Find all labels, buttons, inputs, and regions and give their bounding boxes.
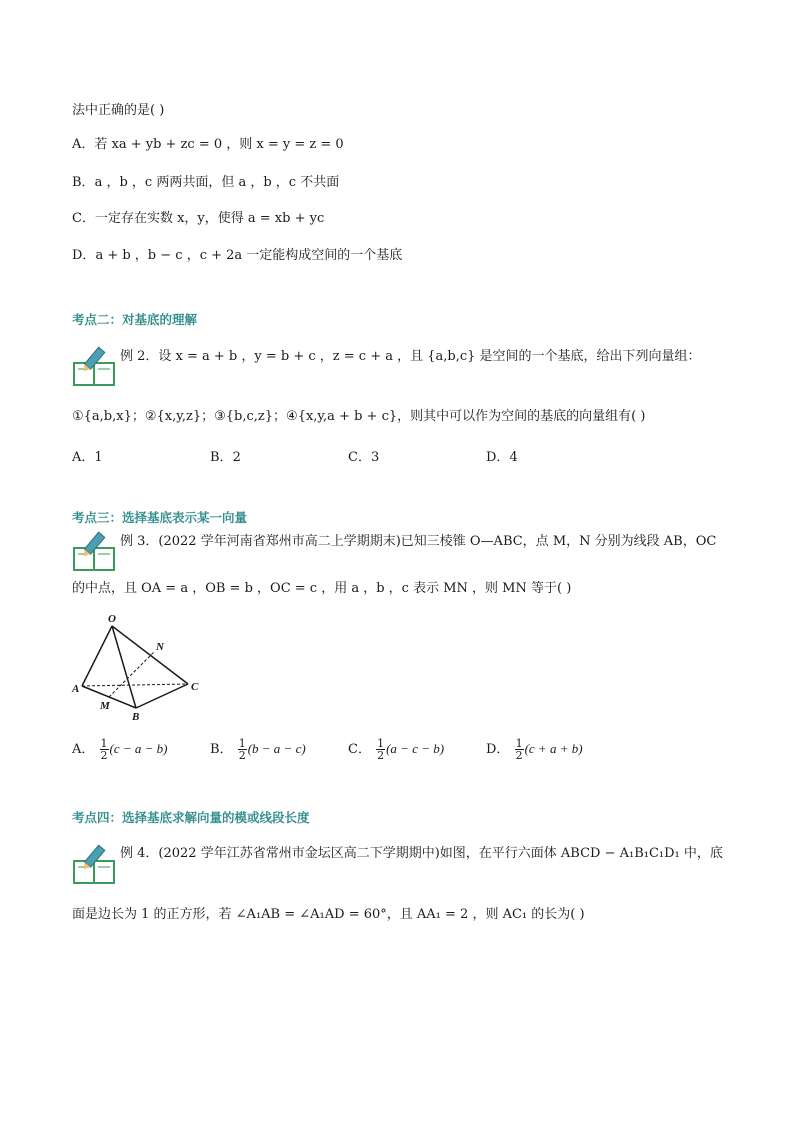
- ex2-option-a: A．1: [72, 450, 103, 465]
- section-title-3: 考点三：选择基底表示某一向量: [72, 510, 248, 525]
- ex3-option-a: A． $\frac{1}{2}$ (c − a − b): [72, 737, 168, 762]
- q1-option-c: C．一定存在实数 x，y，使得 a = xb + yc: [72, 211, 325, 226]
- pencil-book-icon: [72, 345, 116, 387]
- ex2-option-c: C．3: [348, 450, 380, 465]
- ex2-option-d: D．4: [486, 450, 518, 465]
- ex3-option-c: C． $\frac{1}{2}$ (a − c − b): [348, 737, 445, 762]
- pencil-book-icon: [72, 530, 116, 572]
- example-4-line2: 面是边长为 1 的正方形，若 ∠A₁AB = ∠A₁AD = 60°，且 AA₁ = 2 ，则 AC₁ 的长为( ): [72, 907, 585, 922]
- example-2-groups: ①{a,b,x}；②{x,y,z}；③{b,c,z}；④{x,y,a + b + c}，则其中可以作为空间的基底的向量组有( ): [72, 409, 646, 424]
- label-b: B: [132, 711, 140, 723]
- example-4-text: 例 4．(2022 学年江苏省常州市金坛区高二下学期期中)如图，在平行六面体 ABCD − A₁B₁C₁D₁ 中，底: [120, 846, 723, 861]
- q1-stem-tail: 法中正确的是( ): [72, 103, 165, 118]
- label-n: N: [156, 641, 164, 653]
- example-3-text: 例 3．(2022 学年河南省郑州市高二上学期期末)已知三棱锥 O—ABC，点 M，N 分别为线段 AB，OC: [120, 534, 717, 549]
- section-title-4: 考点四：选择基底求解向量的模或线段长度: [72, 810, 310, 825]
- tetrahedron-figure: [70, 612, 210, 724]
- section-title-2: 考点二：对基底的理解: [72, 312, 198, 327]
- q1-option-b: B．a ，b ，c 两两共面，但 a ，b ，c 不共面: [72, 175, 340, 190]
- example-2-text: 例 2．设 x = a + b ，y = b + c ，z = c + a ，且 {a,b,c} 是空间的一个基底，给出下列向量组：: [120, 349, 701, 364]
- q1-option-a: A．若 xa + yb + zc = 0 ，则 x = y = z = 0: [72, 137, 344, 152]
- label-m: M: [100, 700, 110, 712]
- label-o: O: [108, 613, 116, 625]
- example-3-line2: 的中点，且 OA = a ，OB = b ，OC = c ，用 a ，b ，c 表示 MN ，则 MN 等于( ): [72, 581, 572, 596]
- label-a: A: [72, 683, 80, 695]
- label-c: C: [191, 681, 199, 693]
- pencil-book-icon: [72, 843, 116, 885]
- ex3-option-b: B． $\frac{1}{2}$ (b − a − c): [210, 737, 306, 762]
- ex2-option-b: B．2: [210, 450, 241, 465]
- q1-option-d: D．a + b ，b − c ，c + 2a 一定能构成空间的一个基底: [72, 248, 403, 263]
- ex3-option-d: D． $\frac{1}{2}$ (c + a + b): [486, 737, 583, 762]
